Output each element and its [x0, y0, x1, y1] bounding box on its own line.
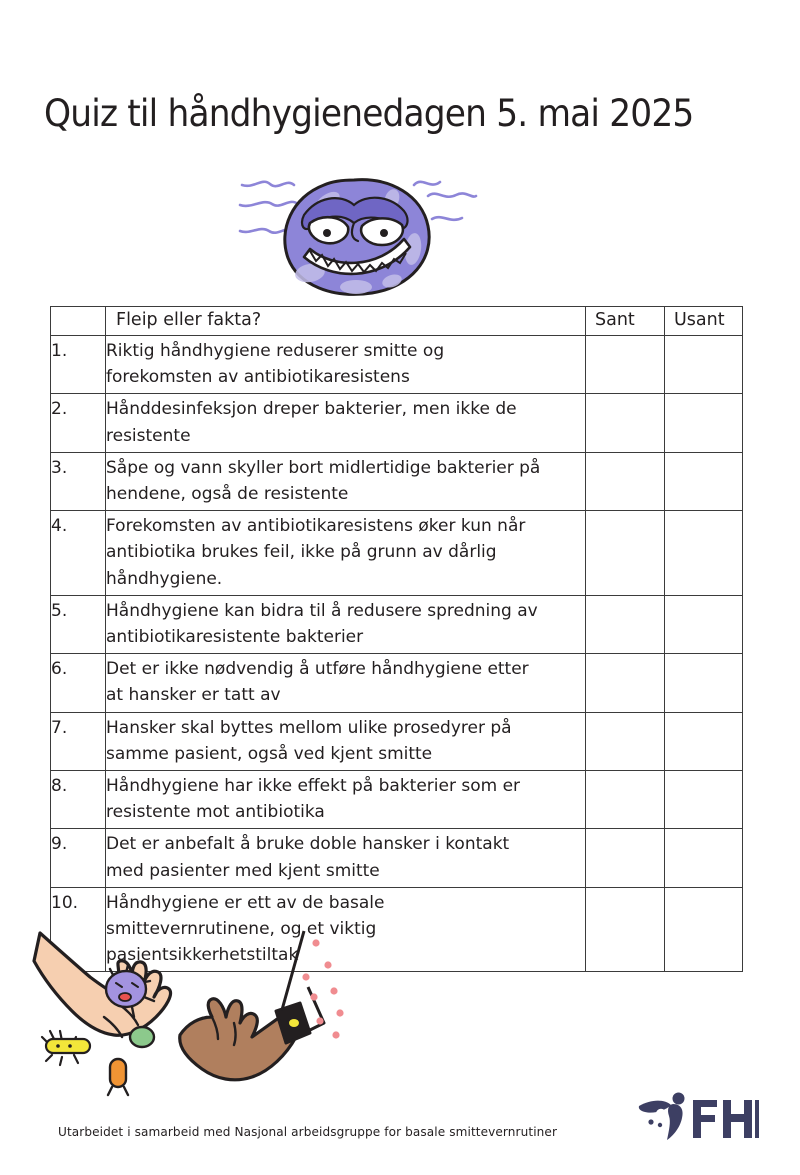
statement-line: hendene, også de resistente — [106, 484, 349, 505]
answer-cell-false[interactable] — [665, 394, 743, 452]
table-row — [51, 394, 743, 452]
statement-line: resistente — [106, 425, 191, 446]
row-number: 9. — [51, 829, 106, 887]
quiz-table — [50, 306, 743, 972]
answer-cell-false[interactable] — [665, 654, 743, 712]
answer-cell-true[interactable] — [586, 654, 665, 712]
answer-cell-false[interactable] — [665, 336, 743, 394]
answer-cell-false[interactable] — [665, 452, 743, 510]
hands-with-germs-illustration — [28, 925, 358, 1105]
table-row — [51, 595, 743, 653]
statement-line: samme pasient, også ved kjent smitte — [106, 743, 433, 764]
quiz-table-body — [51, 336, 743, 972]
row-statement — [106, 654, 586, 712]
footer-credit: Utarbeidet i samarbeid med Nasjonal arbeidsgruppe for basale smittevernrutiner — [58, 1124, 558, 1139]
table-header-row — [51, 307, 743, 336]
statement-line: Det er anbefalt å bruke doble hansker i kontakt — [106, 834, 510, 855]
statement-line: antibiotika brukes feil, ikke på grunn av dårlig — [106, 542, 497, 563]
row-statement — [106, 771, 586, 829]
answer-cell-false[interactable] — [665, 712, 743, 770]
row-number: 8. — [51, 771, 106, 829]
angry-germ-illustration — [232, 163, 480, 308]
statement-line: at hansker er tatt av — [106, 685, 281, 706]
answer-cell-false[interactable] — [665, 829, 743, 887]
answer-cell-false[interactable] — [665, 595, 743, 653]
table-row — [51, 829, 743, 887]
answer-cell-true[interactable] — [586, 336, 665, 394]
table-row — [51, 452, 743, 510]
column-header-statement: Fleip eller fakta? — [106, 307, 586, 336]
row-statement — [106, 829, 586, 887]
row-number: 4. — [51, 511, 106, 596]
statement-line: Håndhygiene har ikke effekt på bakterier som er — [106, 776, 521, 797]
statement-line: med pasienter med kjent smitte — [106, 860, 380, 881]
statement-line: Håndhygiene er ett av de basale — [106, 892, 385, 913]
row-number: 5. — [51, 595, 106, 653]
answer-cell-false[interactable] — [665, 771, 743, 829]
statement-line: pasientsikkerhetstiltak — [106, 945, 299, 966]
row-number: 1. — [51, 336, 106, 394]
column-header-true: Sant — [586, 307, 665, 336]
table-row — [51, 654, 743, 712]
table-row — [51, 771, 743, 829]
statement-line: Forekomsten av antibiotikaresistens øker kun når — [106, 516, 526, 537]
table-row — [51, 336, 743, 394]
answer-cell-true[interactable] — [586, 394, 665, 452]
row-statement — [106, 452, 586, 510]
row-number: 7. — [51, 712, 106, 770]
statement-line: Det er ikke nødvendig å utføre håndhygiene etter — [106, 659, 529, 680]
fhi-logo — [637, 1092, 759, 1144]
statement-line: smittevernrutinene, og et viktig — [106, 919, 377, 940]
answer-cell-true[interactable] — [586, 452, 665, 510]
statement-line: antibiotikaresistente bakterier — [106, 627, 364, 648]
answer-cell-true[interactable] — [586, 829, 665, 887]
answer-cell-false[interactable] — [665, 887, 743, 972]
row-statement — [106, 712, 586, 770]
answer-cell-true[interactable] — [586, 595, 665, 653]
answer-cell-true[interactable] — [586, 511, 665, 596]
statement-line: forekomsten av antibiotikaresistens — [106, 367, 410, 388]
row-statement — [106, 336, 586, 394]
column-header-number — [51, 307, 106, 336]
statement-line: Hansker skal byttes mellom ulike prosedyrer på — [106, 717, 512, 738]
answer-cell-true[interactable] — [586, 712, 665, 770]
row-number: 2. — [51, 394, 106, 452]
row-statement — [106, 511, 586, 596]
table-row — [51, 712, 743, 770]
answer-cell-false[interactable] — [665, 511, 743, 596]
row-statement — [106, 394, 586, 452]
row-statement — [106, 595, 586, 653]
row-number: 10. — [51, 887, 106, 972]
page-title: Quiz til håndhygienedagen 5. mai 2025 — [44, 92, 694, 135]
row-number: 6. — [51, 654, 106, 712]
statement-line: håndhygiene. — [106, 568, 223, 589]
table-row — [51, 511, 743, 596]
statement-line: Håndhygiene kan bidra til å redusere spredning av — [106, 600, 538, 621]
statement-line: Såpe og vann skyller bort midlertidige bakterier på — [106, 457, 541, 478]
row-number: 3. — [51, 452, 106, 510]
statement-line: Hånddesinfeksjon dreper bakterier, men ikke de — [106, 399, 517, 420]
statement-line: Riktig håndhygiene reduserer smitte og — [106, 341, 445, 361]
column-header-false: Usant — [665, 307, 743, 336]
answer-cell-true[interactable] — [586, 771, 665, 829]
answer-cell-true[interactable] — [586, 887, 665, 972]
statement-line: resistente mot antibiotika — [106, 802, 325, 823]
